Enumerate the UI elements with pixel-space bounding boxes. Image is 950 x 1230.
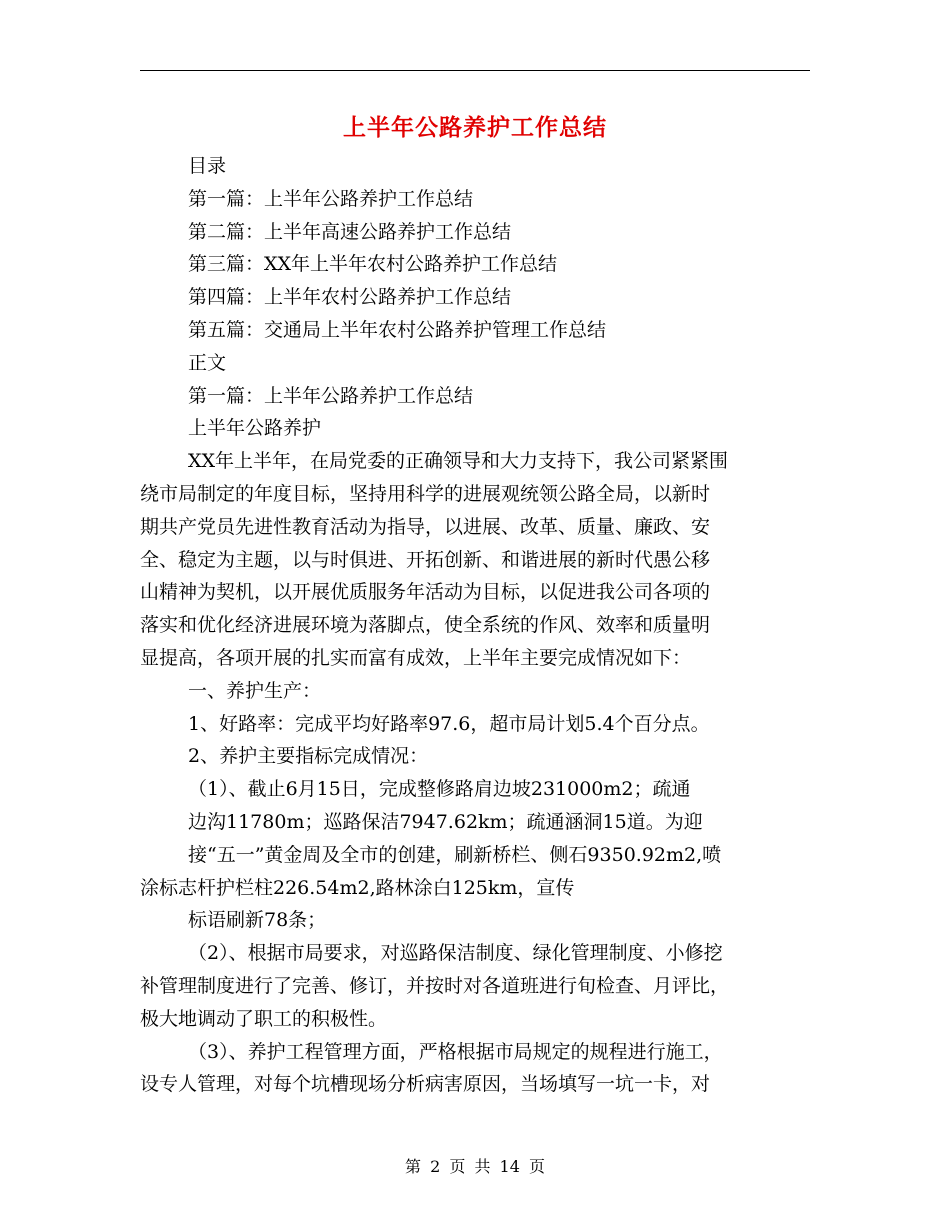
text-line: 2、养护主要指标完成情况： <box>188 745 429 768</box>
page-footer: 第 2 页 共 14 页 <box>405 1157 545 1176</box>
text-line: 第一篇：上半年公路养护工作总结 <box>188 384 474 407</box>
text-line: 第四篇：上半年农村公路养护工作总结 <box>188 286 512 309</box>
text-line: （3）、养护工程管理方面，严格根据市局规定的规程进行施工， <box>188 1040 723 1063</box>
text-line: （1）、截止6月15日，完成整修路肩边坡231000m2；疏通 <box>188 778 691 801</box>
text-line: 边沟11780m；巡路保洁7947.62km；疏通涵洞15道。为迎 <box>188 810 703 833</box>
text-line: 第五篇：交通局上半年农村公路养护管理工作总结 <box>188 318 607 341</box>
document-title: 上半年公路养护工作总结 <box>343 114 607 141</box>
text-line: （2）、根据市局要求，对巡路保洁制度、绿化管理制度、小修挖 <box>188 942 723 965</box>
text-line: 补管理制度进行了完善、修订，并按时对各道班进行旬检查、月评比， <box>140 974 730 997</box>
text-line: 标语刷新78条； <box>188 909 327 932</box>
text-line: 1、好路率：完成平均好路率97.6，超市局计划5.4个百分点。 <box>188 712 710 735</box>
text-line: 上半年公路养护 <box>188 417 322 440</box>
text-line: 正文 <box>188 351 227 374</box>
text-line: 期共产党员先进性教育活动为指导，以进展、改革、质量、廉政、安 <box>140 515 711 538</box>
text-line: 一、养护生产： <box>188 679 322 702</box>
text-line: 绕市局制定的年度目标，坚持用科学的进展观统领公路全局，以新时 <box>140 482 711 505</box>
text-line: 第一篇：上半年公路养护工作总结 <box>188 187 474 210</box>
document-body <box>140 150 820 1101</box>
text-line: 极大地调动了职工的积极性。 <box>140 1007 388 1030</box>
text-line: 山精神为契机，以开展优质服务年活动为目标，以促进我公司各项的 <box>140 581 711 604</box>
text-line: 第二篇：上半年高速公路养护工作总结 <box>188 220 512 243</box>
header-rule <box>140 70 810 71</box>
text-line: 第三篇：XX年上半年农村公路养护工作总结 <box>188 253 558 276</box>
text-line: 全、稳定为主题，以与时俱进、开拓创新、和谐进展的新时代愚公移 <box>140 548 711 571</box>
text-line: XX年上半年，在局党委的正确领导和大力支持下，我公司紧紧围 <box>188 450 729 473</box>
text-line: 落实和优化经济进展环境为落脚点，使全系统的作风、效率和质量明 <box>140 614 711 637</box>
text-line: 显提高，各项开展的扎实而富有成效，上半年主要完成情况如下： <box>140 646 692 669</box>
text-line: 设专人管理，对每个坑槽现场分析病害原因，当场填写一坑一卡，对 <box>140 1073 711 1096</box>
text-line: 接“五一”黄金周及全市的创建，刷新桥栏、侧石9350.92m2,喷 <box>188 843 722 866</box>
text-line: 涂标志杆护栏柱226.54m2,路林涂白125km，宣传 <box>140 876 575 899</box>
text-line: 目录 <box>188 155 227 177</box>
